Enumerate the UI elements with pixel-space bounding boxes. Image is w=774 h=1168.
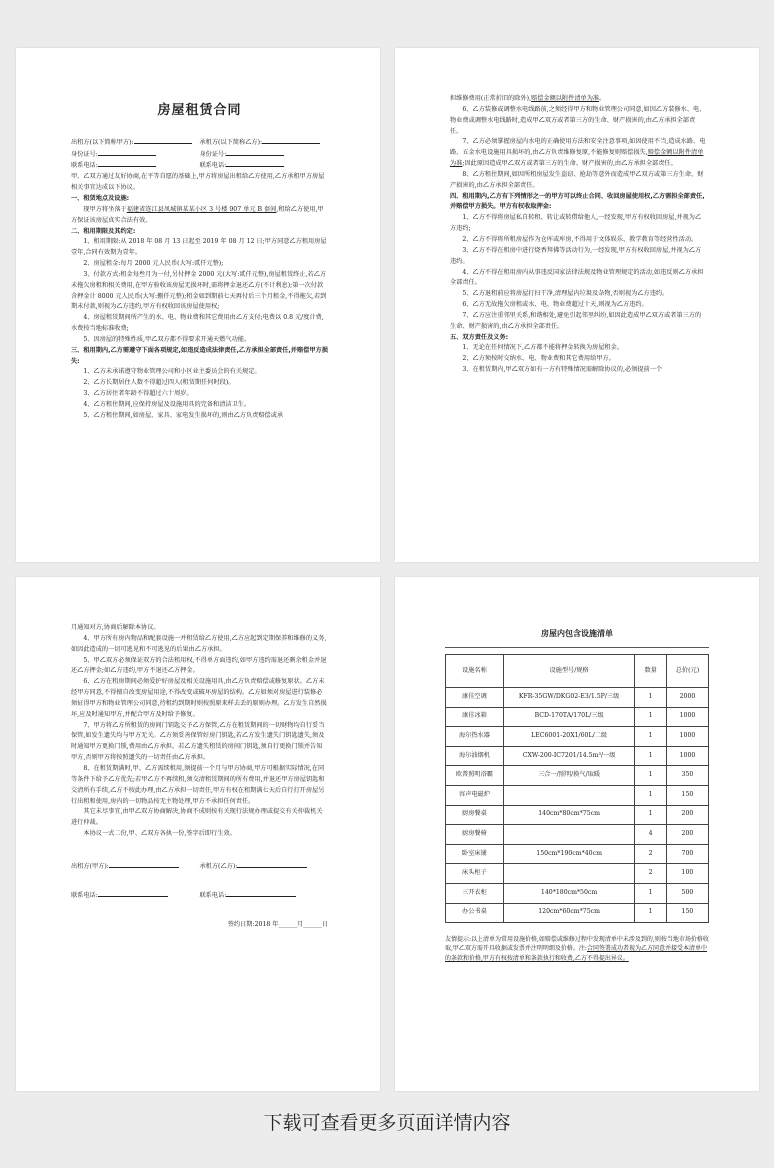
sig-phone-a-label: 联系电话: <box>71 891 98 899</box>
clause-4-1: 1、乙方不得将房屋私自转租、转让或转借给他人,一经发现,甲方有权收回房屋,并视为乙方违约; <box>450 214 702 233</box>
clause-4-6: 6、乙方无故拖欠房租或水、电、物业费超过十天,则视为乙方违约。 <box>462 301 648 309</box>
facility-quantity: 1 <box>635 746 667 766</box>
section-2-heading: 二、租用期限及其约定: <box>71 227 136 235</box>
facility-name: 海尔热水器 <box>446 727 504 747</box>
table-row <box>446 688 709 708</box>
table-header-row <box>446 655 709 688</box>
address-prefix: 现甲方将坐落于 <box>83 205 127 213</box>
facility-model: 三合一/照明/换气/取暖 <box>503 766 635 786</box>
phone-label-a: 联系电话: <box>71 162 98 170</box>
table-row <box>446 785 709 805</box>
id-label-b: 身份证号: <box>199 150 227 158</box>
facility-model: KFR-35GW/DKG02-E3/1.5P/三级 <box>503 688 635 708</box>
party-a-label: 出租方(以下简称甲方): <box>71 138 134 146</box>
phone-blank-a <box>98 160 156 167</box>
facility-model: 140*180cm*50cm <box>503 883 635 903</box>
facility-price: 500 <box>666 883 708 903</box>
facility-model: CXW-200-IC7201/14.5m³/一级 <box>503 746 635 766</box>
friendly-note: 友情提示:以上清单为常用设施价格,如赔偿或维修过程中发现清单中未涉及到的,则按当地市场价格收取,甲乙双方需开具收据或发票并注明明细及价格。注:合同签署成功者视为乙方同意并接受本清单中的条款和价格,甲方有权按清单和条款执行和收费,乙方不得提出异议。 <box>445 936 709 962</box>
clause-5-1: 1、无论在任何情况下,乙方都不能将押金转换为房屋租金。 <box>462 344 623 352</box>
facility-price: 1000 <box>666 727 708 747</box>
col-header-price: 总价(元) <box>666 655 708 688</box>
facility-model: BCD-170TA/170L/三级 <box>503 707 635 727</box>
clause-5-7: 7、甲方将乙方所租赁的房间门钥匙交予乙方保管,乙方在租赁期间的一切财物均自行妥当保管,如发生遗失均与甲方无关。乙方须妥善保管好房门钥匙,若乙方发生遗失门钥匙遗失,须及时通知甲方更换门锁,费用由乙方承担。若乙方遗失租赁的房间门钥匙,须自行更换门锁并告知甲方,否则甲方将按照遗失的一切责任由乙方承担。 <box>71 721 325 762</box>
id-label-a: 身份证号: <box>71 150 98 158</box>
sig-party-a-blank <box>109 867 179 868</box>
id-blank-b <box>226 149 284 156</box>
party-b-label: 承租方(以下简称乙方): <box>199 138 263 146</box>
contract-page-2 <box>395 48 759 562</box>
facility-name: 海尔油烟机 <box>446 746 504 766</box>
clause-5-4: 4、甲方所有房内物品和配套设施一并租赁给乙方使用,乙方应起到定期保养和维修的义务,如因此造成的一切可逃见和不可逃见的后果由乙方承担。 <box>71 634 327 653</box>
clause-5-2: 2、乙方须按时交纳水、电、物业费和其它费用给甲方。 <box>462 355 615 363</box>
facility-quantity: 1 <box>635 727 667 747</box>
clause-2-1: 1、租用期限:从 2018 年 08 月 13 日起至 2019 年 08 月 12 日;甲方同意乙方租用房屋壹年,合同有效期为壹年。 <box>71 238 327 257</box>
clause-2-2: 2、房屋租金:每月 2000 元人民币(大写:贰仟元整); <box>83 260 224 268</box>
clause-3-3: 3、乙方居住者年龄不得超过六十周岁。 <box>83 390 193 398</box>
facility-quantity: 2 <box>635 844 667 864</box>
clause-3-4: 4、乙方租住期间,应保持房屋及设施用具的完备和清洁卫生。 <box>83 401 251 408</box>
clause-3-6: 6、乙方装修或调整水电线路前,之须经得甲方和物业管理公司同意,如因乙方装修水、电、物业费或调整水电线路时,造成甲乙双方或者第三方的生命、财产损害的,由乙方承担全部责任。 <box>450 105 706 135</box>
clause-3-1: 1、乙方未承诺遵守物业管理公司和小区业主委员会的有关规定。 <box>83 368 261 376</box>
facility-model: 140cm*80cm*75cm <box>503 805 635 825</box>
section-4-heading: 四、租用期内,乙方有下列情形之一的甲方可以终止合同、收回房屋使用权,乙方需担全部责任,并赔偿甲方损失。甲方有权收取押金: <box>450 192 705 211</box>
facility-quantity: 1 <box>635 883 667 903</box>
sig-party-a-label: 出租方(甲方): <box>71 862 109 870</box>
clause-4-5: 5、乙方退租前应将房屋打扫干净,清理屋内垃圾及杂物,否则视为乙方违约。 <box>462 290 669 298</box>
table-row <box>446 883 709 903</box>
facility-model <box>503 785 635 805</box>
table-row <box>446 727 709 747</box>
clause-3-2: 2、乙方长期居住人数不得超过四人(租赁期任何时段)。 <box>83 379 235 387</box>
facility-price: 200 <box>666 805 708 825</box>
facility-name: 康佳冰箱 <box>446 707 504 727</box>
party-b-blank <box>262 137 320 144</box>
clause-3-7: 7、乙方必须掌握房屋内水电的正确使用方法和安全注意事项,如因使用不当,造成水路、电路、五金水电设施用具损坏的,由乙方负责维修复原,不能修复则赔偿损失,赔偿金额以附件清单为准;因此原因造成甲乙双方或者第三方的生命、财产损害的,由乙方承担全部责任。 <box>450 138 706 168</box>
facility-price: 700 <box>666 844 708 864</box>
facility-price: 2000 <box>666 688 708 708</box>
continuation-line: 担维修费用(正常折旧的除外),赔偿金额以附件清单为准。 <box>450 95 606 102</box>
facility-model: LEC6001-20X1/60L/二级 <box>503 727 635 747</box>
facility-name: 康佳空调 <box>446 688 504 708</box>
clause-4-7: 7、乙方应注重邻里关系,和谐相处,避免引起邻里纠纷,如因此造成甲乙双方或者第三方的生命、财产损害的,由乙方承担全部责任。 <box>450 311 702 330</box>
clause-5-8: 8、在租赁期满时,甲、乙方需续租用,须提前一个月与甲方协商,甲方可根据实际情况,在同等条件下给予乙方优先;若甲乙方不再续租,须交清租赁期间的所有费用,并退还甲方房屋钥匙和交清所有手续,乙方不按此办理,由乙方承担一切责任,甲方有权在租期满七天后自行打开房屋另行出租和使用,房内的一切物品按无主物处理,甲方不承担任何责任。 <box>71 764 325 805</box>
phone-blank-b <box>226 160 284 167</box>
table-row <box>446 825 709 845</box>
clause-2-4: 4、房屋租赁期间所产生的水、电、物业费和其它费用由乙方支付;电费以 0.8 元/度计费,水费按当地标准收费; <box>71 314 324 333</box>
facility-quantity: 1 <box>635 903 667 923</box>
facility-model: 150cm*190cm*40cm <box>503 844 635 864</box>
facility-quantity: 1 <box>635 805 667 825</box>
id-blank-a <box>98 149 156 156</box>
clause-4-3: 3、乙方不得在租房中进行烧香拜佛等活动行为,一经发现,甲方有权收回房屋,并视为乙方违约。 <box>450 246 702 265</box>
contract-page-3 <box>16 577 380 1091</box>
section-1-heading: 一、租赁地点及设施: <box>71 194 130 202</box>
table-row <box>446 844 709 864</box>
col-header-name: 设施名称 <box>446 655 504 688</box>
table-row <box>446 746 709 766</box>
address-suffix: ,租给乙方使用,甲方保证该房屋真实合法有效。 <box>71 205 324 224</box>
table-row <box>446 903 709 923</box>
clause-5-6: 6、乙方在租房期间必须爱护好房屋及相关设施用具,由乙方负责赔偿或修复原状。乙方未经甲方同意,不得擅自改变房屋用途,不得改变或破坏房屋的结构。乙方如须对房屋进行装修必须征得甲方和物业管理公司同意,待租约到期时则按照原来样去丢的原则办理。乙方发生自然损坏,应及时通知甲方,并配合甲方及时给予修复。 <box>71 678 327 718</box>
attachment-reference: 赔偿金额以附件清单为准 <box>531 95 600 102</box>
facility-name: 办公书桌 <box>446 903 504 923</box>
facility-model: 120cm*60cm*75cm <box>503 903 635 923</box>
continuation-line: 月通知对方,协商后解除本协议。 <box>71 624 160 631</box>
facility-name: 床头柜子 <box>446 864 504 884</box>
col-header-qty: 数量 <box>635 655 667 688</box>
table-row <box>446 766 709 786</box>
facility-price: 1000 <box>666 707 708 727</box>
facility-price: 150 <box>666 785 708 805</box>
facility-quantity: 1 <box>635 766 667 786</box>
facility-name: 卧室床铺 <box>446 844 504 864</box>
copies-clause: 本协议一式二份,甲、乙双方各执一份,签字后即行生效。 <box>83 830 236 838</box>
facility-name: 厨房餐椅 <box>446 825 504 845</box>
facilities-title: 房屋内包含设施清单 <box>541 629 613 638</box>
table-row <box>446 707 709 727</box>
clause-3-8: 8、乙方租住期间,如因所租房屋发生盗窃、抢劫等意外而造成甲乙双方或第三方生命、财产损害的,由乙方承担全部责任。 <box>450 170 704 189</box>
signature-phone-row <box>71 891 328 902</box>
table-row <box>446 805 709 825</box>
facility-price: 350 <box>666 766 708 786</box>
attachment-reference: 赔偿金额以附件清单为准 <box>450 149 704 168</box>
sig-phone-b-label: 联系电话: <box>199 891 227 899</box>
facility-name: 容声电磁炉 <box>446 785 504 805</box>
clause-4-2: 2、乙方不得将所租房屋作为仓库或库房,不得用于文体娱乐、教学教育等经营性活动。 <box>462 235 698 243</box>
facility-quantity: 1 <box>635 785 667 805</box>
facility-model <box>503 825 635 845</box>
section-3-heading: 三、租用期内,乙方需遵守下面各项规定,如违反造成法律责任,乙方承担全部责任,并赔偿甲方损失: <box>71 346 328 365</box>
party-a-blank <box>134 137 192 144</box>
sig-phone-a-blank <box>98 896 168 897</box>
facility-quantity: 1 <box>635 688 667 708</box>
clause-4-4: 4、乙方不得在租用房内从事违反国家法律法规及物业管理规定的活动,如违反则乙方承担全部责任。 <box>450 268 704 287</box>
title-divider <box>445 647 709 648</box>
table-row <box>446 864 709 884</box>
facility-price: 200 <box>666 825 708 845</box>
contract-page-1 <box>16 48 380 562</box>
facility-name: 欧普照明浴霸 <box>446 766 504 786</box>
sig-phone-b-blank <box>226 896 296 897</box>
contract-title: 房屋租赁合同 <box>157 103 242 118</box>
section-1-paragraph <box>71 205 328 227</box>
signing-date: 签约日期:2018 年______月______日 <box>227 920 328 928</box>
facility-quantity: 4 <box>635 825 667 845</box>
phone-label-b: 联系电话: <box>199 162 227 170</box>
clause-2-5: 5、因房屋的特殊性质,甲乙双方都不得要求开通天燃气功能。 <box>83 335 251 343</box>
facility-model <box>503 864 635 884</box>
facility-name: 三开衣柜 <box>446 883 504 903</box>
intro-paragraph: 甲、乙双方通过友好协商,在平等自愿的基础上,甲方将房屋出租给乙方使用,乙方承租甲方房屋相关事宜达成以下协议。 <box>71 173 325 192</box>
facilities-list-page <box>395 577 759 1091</box>
signature-row <box>71 862 328 873</box>
facility-quantity: 2 <box>635 864 667 884</box>
facility-price: 150 <box>666 903 708 923</box>
clause-5-3: 3、在租赁期内,甲乙双方如有一方有特殊情况需解除协议的,必须提前一个 <box>462 366 663 374</box>
facility-name: 厨房餐桌 <box>446 805 504 825</box>
facility-price: 100 <box>666 864 708 884</box>
sig-party-b-blank <box>237 867 307 868</box>
facilities-table <box>445 654 709 923</box>
other-matters: 其它未尽事宜,由甲乙双方协商解决,协商不成则按有关现行法规办理或提交有关仲裁机关进行仲裁。 <box>71 808 323 827</box>
clause-3-5: 5、乙方租住期间,如房屋、家具、家电发生损坏的,则由乙方负责赔偿或承 <box>83 411 284 419</box>
clause-2-3: 3、付款方式:租金每叁月为一付,另付押金 2000 元(大写:贰仟元整),房屋租赁终止,若乙方未拖欠房租和相关费用,在甲方验收该房屋无损坏时,需将押金退还乙方(不计利息);第一次付款含押金计 8000 元人民币(大写:捌仟元整);租金如到期前七天再付后三个月租金,不得拖欠,若到期未付款,则视为乙方违约,甲方有权收回该房屋使用权; <box>71 270 327 311</box>
note-underlined: 合同签署成功者视为乙方同意并接受本清单中的条款和价格,甲方有权按清单和条款执行和收费,乙方不得提出异议。 <box>445 945 707 962</box>
download-more-banner[interactable]: 下载可查看更多页面详情内容 <box>263 1112 511 1134</box>
property-address: 福建省连江县凤城镇某某小区 3 号楼 907 单元 B 套间 <box>126 205 277 213</box>
section-5-heading: 五、双方责任及义务: <box>450 333 509 341</box>
clause-5-5: 5、甲乙双方必须保证双方的合法租用权,不得单方面违约,如甲方违约需退还剩余租金并退还乙方押金;如乙方违约,甲方不退还乙方押金。 <box>71 656 327 675</box>
sig-party-b-label: 承租方(乙方): <box>199 862 238 870</box>
col-header-model: 设施型号/规格 <box>503 655 635 688</box>
facility-price: 1000 <box>666 746 708 766</box>
facility-quantity: 1 <box>635 707 667 727</box>
